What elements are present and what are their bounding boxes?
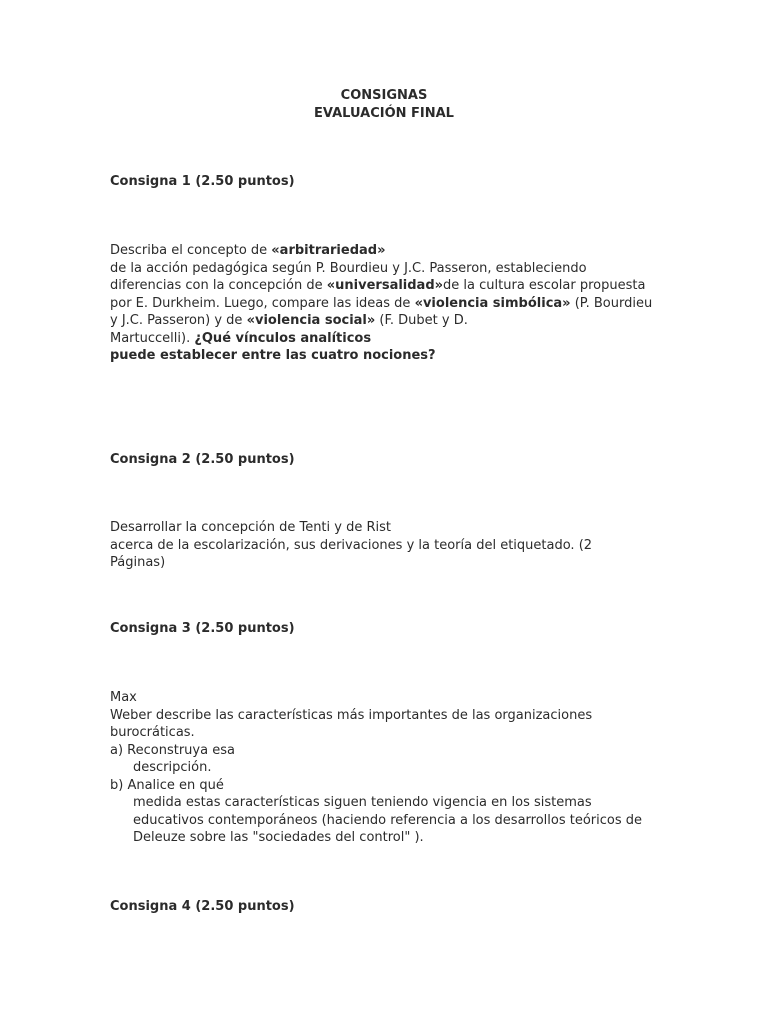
consigna-3-item-a: a) Reconstruya esa [110, 742, 235, 758]
consigna-3-item-b: b) Analice en qué [110, 777, 224, 793]
consigna-1-line-1: Describa el concepto de «arbitrariedad» [110, 243, 386, 258]
consigna-3-item-a-cont: descripción. [133, 760, 212, 775]
document-title-line-1: CONSIGNAS [340, 88, 428, 103]
consigna-1-line-3: diferencias con la concepción de «universalidad»de la cultura escolar propuesta [110, 278, 646, 293]
consigna-2-heading: Consigna 2 (2.50 puntos) [110, 452, 295, 467]
consigna-1-heading: Consigna 1 (2.50 puntos) [110, 174, 295, 189]
consigna-1-line-4: por E. Durkheim. Luego, compare las ideas de «violencia simbólica» (P. Bourdieu [110, 295, 653, 311]
consigna-2-line-2: acerca de la escolarización, sus derivaciones y la teoría del etiquetado. (2 [110, 537, 593, 553]
consigna-3-item-b-cont-3: Deleuze sobre las "sociedades del control" ). [133, 830, 424, 845]
consigna-3-text [110, 689, 670, 847]
document-title-line-2: EVALUACIÓN FINAL [314, 106, 454, 121]
consigna-4-heading: Consigna 4 (2.50 puntos) [110, 899, 295, 914]
consigna-3-line-1: Max [110, 690, 137, 705]
consigna-3-heading: Consigna 3 (2.50 puntos) [110, 621, 295, 636]
consigna-3-item-b-cont-1: medida estas características siguen teniendo vigencia en los sistemas [133, 795, 592, 810]
consigna-2-line-3: Páginas) [110, 555, 166, 570]
consigna-2-line-1: Desarrollar la concepción de Tenti y de Rist [110, 520, 391, 535]
consigna-2-text [110, 519, 670, 572]
consigna-1-line-5: y J.C. Passeron) y de «violencia social» (F. Dubet y D. [110, 313, 468, 328]
consigna-1-line-2: de la acción pedagógica según P. Bourdieu y J.C. Passeron, estableciendo [110, 260, 587, 276]
consigna-3-item-b-cont-2: educativos contemporáneos (haciendo referencia a los desarrollos teóricos de [133, 812, 643, 828]
consigna-3-line-2: Weber describe las características más importantes de las organizaciones [110, 707, 593, 723]
consigna-1-line-7: puede establecer entre las cuatro nociones? [110, 348, 436, 363]
consigna-3-line-3: burocráticas. [110, 725, 195, 740]
consigna-1-line-6: Martuccelli). ¿Qué vínculos analíticos [110, 330, 372, 346]
consigna-1-text [110, 242, 670, 365]
